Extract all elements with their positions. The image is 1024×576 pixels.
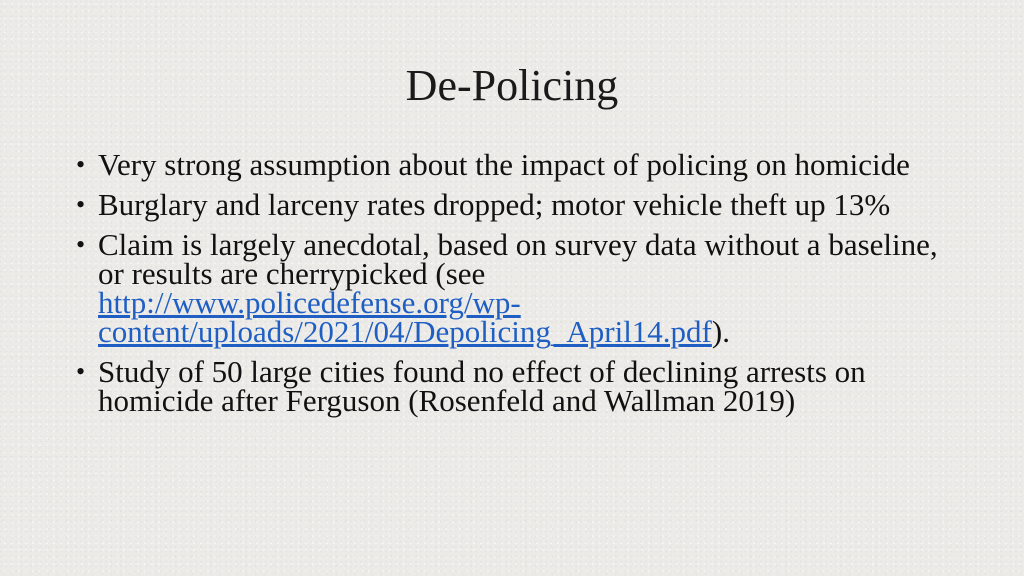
bullet-dot-icon: • [76, 357, 86, 386]
bullet-dot-icon: • [76, 190, 86, 219]
bullet-item [76, 227, 956, 349]
bullet-text-after-link: ). [711, 314, 730, 349]
bullet-text: Burglary and larceny rates dropped; motor vehicle theft up 13% [98, 187, 891, 222]
slide-title: De-Policing [405, 61, 619, 110]
bullet-text: Study of 50 large cities found no effect of declining arrests on homicide after Ferguson (Rosenfeld and Wallman 2019) [98, 354, 866, 418]
bullet-dot-icon: • [76, 150, 86, 179]
bullet-item [76, 354, 956, 418]
bullet-text: Very strong assumption about the impact of policing on homicide [98, 147, 910, 182]
bullet-text: Claim is largely anecdotal, based on survey data without a baseline, or results are cherrypicked (see [98, 227, 938, 291]
bullet-dot-icon: • [76, 230, 86, 259]
bullet-list [76, 147, 956, 426]
bullet-item [76, 147, 956, 182]
depolicing-pdf-link[interactable]: http://www.policedefense.org/wp-content/uploads/2021/04/Depolicing_April14.pdf [98, 285, 712, 349]
bullet-item [76, 187, 956, 222]
